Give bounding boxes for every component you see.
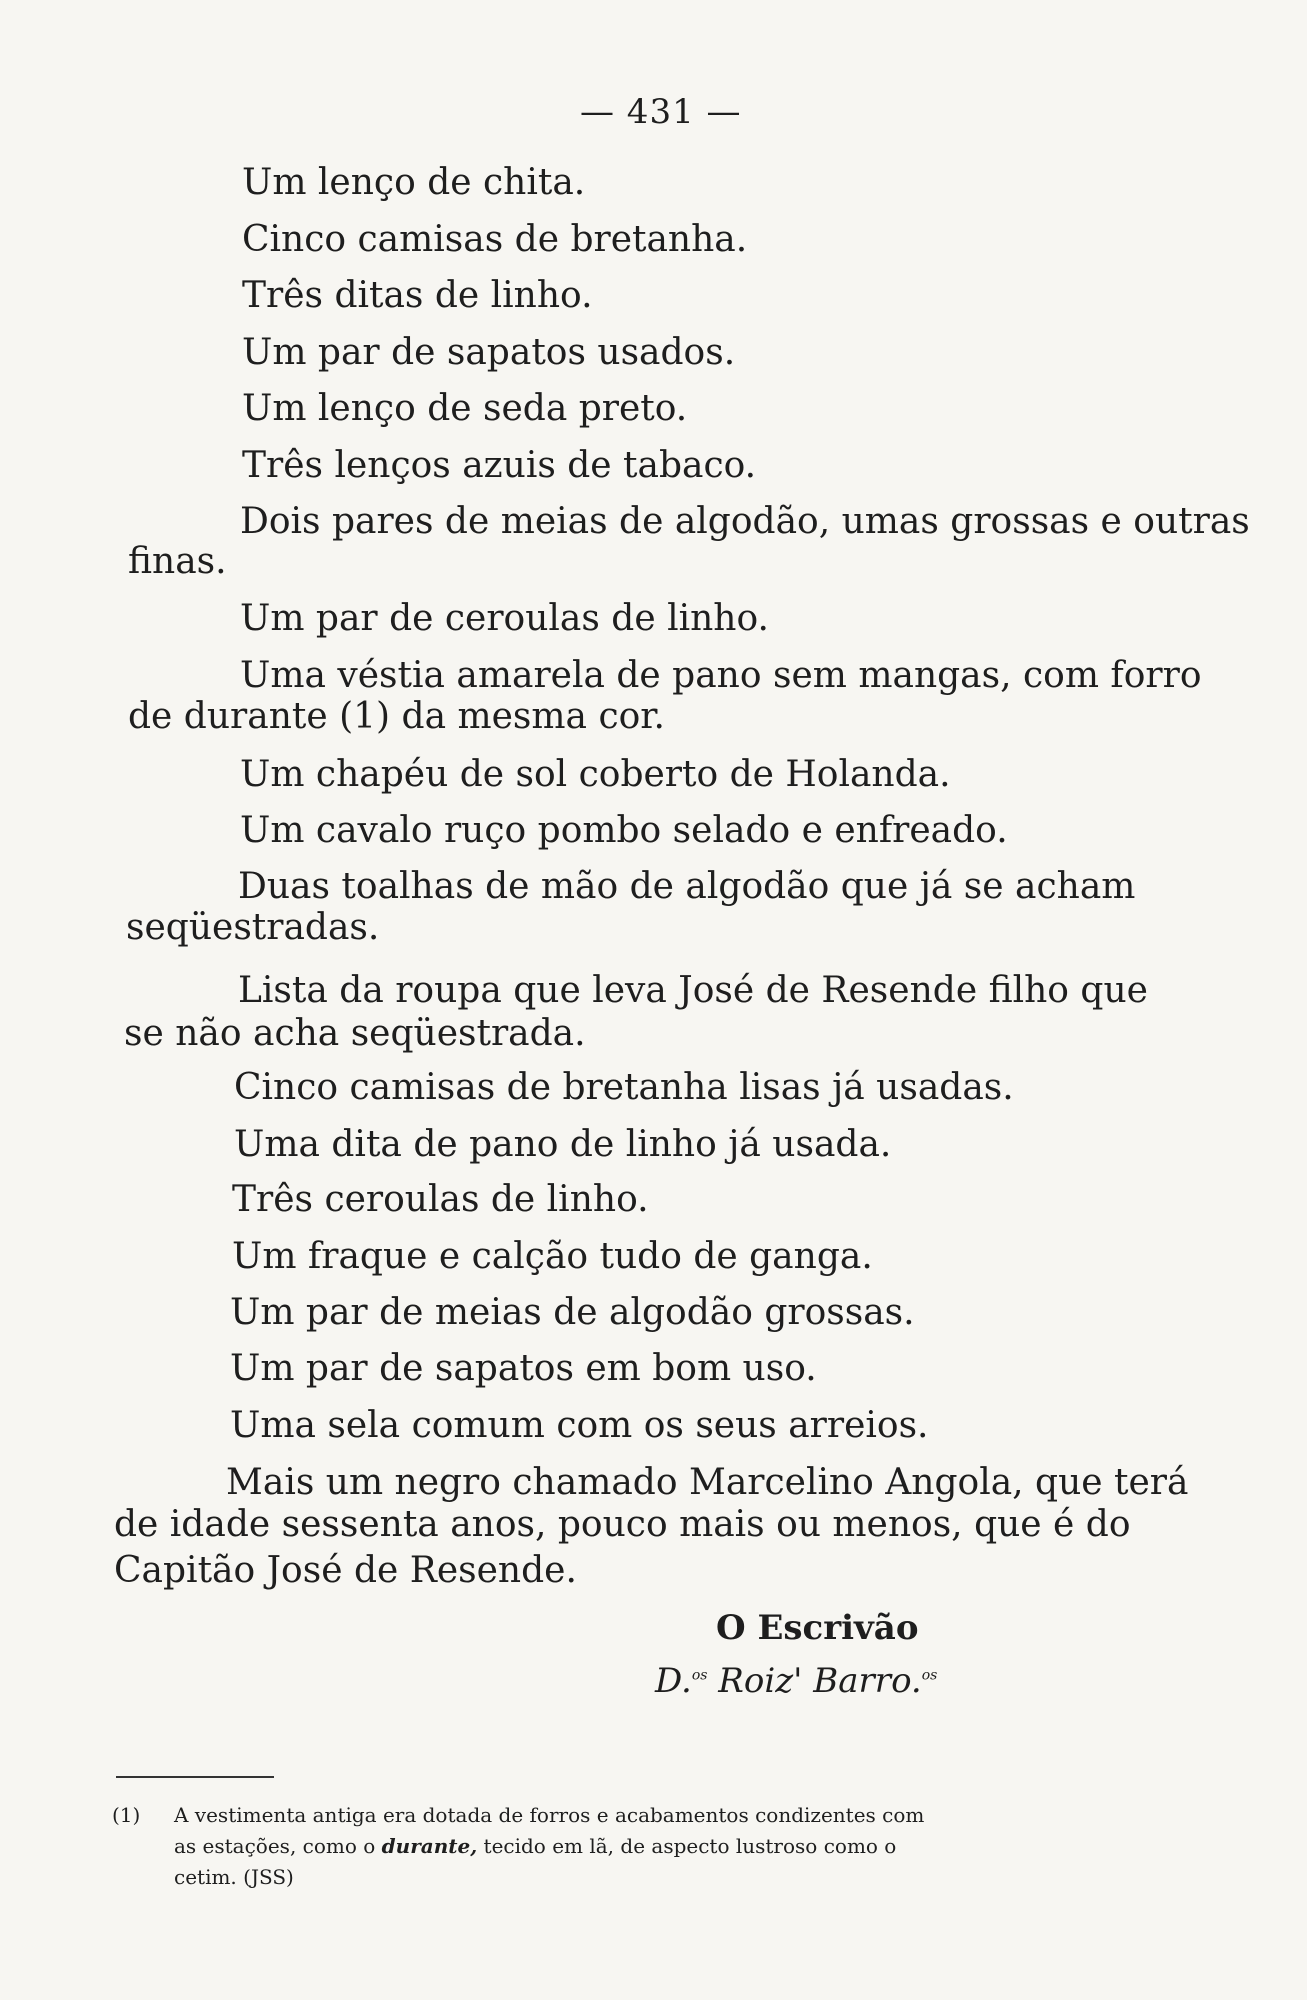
text-line: Um par de sapatos usados. xyxy=(242,332,736,373)
text-line: Cinco camisas de bretanha. xyxy=(242,219,748,260)
text-line: Um cavalo ruço pombo selado e enfreado. xyxy=(240,810,1008,851)
text-line: Duas toalhas de mão de algodão que já se acham xyxy=(238,866,1136,907)
text-line: Um par de meias de algodão grossas. xyxy=(230,1292,915,1333)
page-number: — 431 — xyxy=(580,92,742,132)
text-line: Uma véstia amarela de pano sem mangas, com forro xyxy=(240,655,1202,696)
text-line: Um lenço de seda preto. xyxy=(242,388,688,429)
text-line: Cinco camisas de bretanha lisas já usadas. xyxy=(234,1067,1014,1108)
footnote-line: A vestimenta antiga era dotada de forros e acabamentos condizentes com xyxy=(174,1803,925,1827)
text-line: de idade sessenta anos, pouco mais ou menos, que é do xyxy=(114,1504,1131,1545)
text-line: Um lenço de chita. xyxy=(242,162,586,203)
text-line: Uma sela comum com os seus arreios. xyxy=(230,1405,929,1446)
text-line: Capitão José de Resende. xyxy=(114,1550,577,1591)
text-line: Três lenços azuis de tabaco. xyxy=(242,445,757,486)
footnote-text: tecido em lã, de aspecto lustroso como o xyxy=(477,1834,897,1858)
text-line: seqüestradas. xyxy=(126,907,380,948)
signature-part: D. xyxy=(655,1661,692,1701)
text-line: se não acha seqüestrada. xyxy=(124,1013,586,1054)
text-line: Mais um negro chamado Marcelino Angola, que terá xyxy=(226,1462,1189,1503)
text-line: Um par de ceroulas de linho. xyxy=(240,598,769,639)
footnote-text: as estações, como o xyxy=(174,1834,382,1858)
text-line: Uma dita de pano de linho já usada. xyxy=(234,1124,892,1165)
footnote-rule xyxy=(116,1776,274,1778)
text-line: Um par de sapatos em bom uso. xyxy=(230,1348,817,1389)
footnote-line: cetim. (JSS) xyxy=(174,1865,294,1889)
signature-part: Roiz' Barro. xyxy=(707,1661,922,1701)
footnote-mark: (1) xyxy=(112,1803,141,1827)
footnote-emphasis: durante, xyxy=(381,1834,478,1858)
text-line: Três ditas de linho. xyxy=(242,275,593,316)
footnote-line xyxy=(174,1831,1172,1862)
text-line: Lista da roupa que leva José de Resende filho que xyxy=(238,970,1148,1011)
signature-superscript: os xyxy=(921,1667,938,1684)
signature-name xyxy=(655,1661,937,1701)
text-line: Um fraque e calção tudo de ganga. xyxy=(232,1236,873,1277)
text-line: de durante (1) da mesma cor. xyxy=(128,696,665,737)
text-line: Dois pares de meias de algodão, umas grossas e outras xyxy=(240,501,1250,542)
text-line: finas. xyxy=(128,541,227,582)
footnote xyxy=(112,1800,1172,1893)
signature-superscript: os xyxy=(691,1667,708,1684)
text-line: Um chapéu de sol coberto de Holanda. xyxy=(240,754,951,795)
text-line: Três ceroulas de linho. xyxy=(232,1179,649,1220)
signature-title: O Escrivão xyxy=(716,1608,919,1648)
